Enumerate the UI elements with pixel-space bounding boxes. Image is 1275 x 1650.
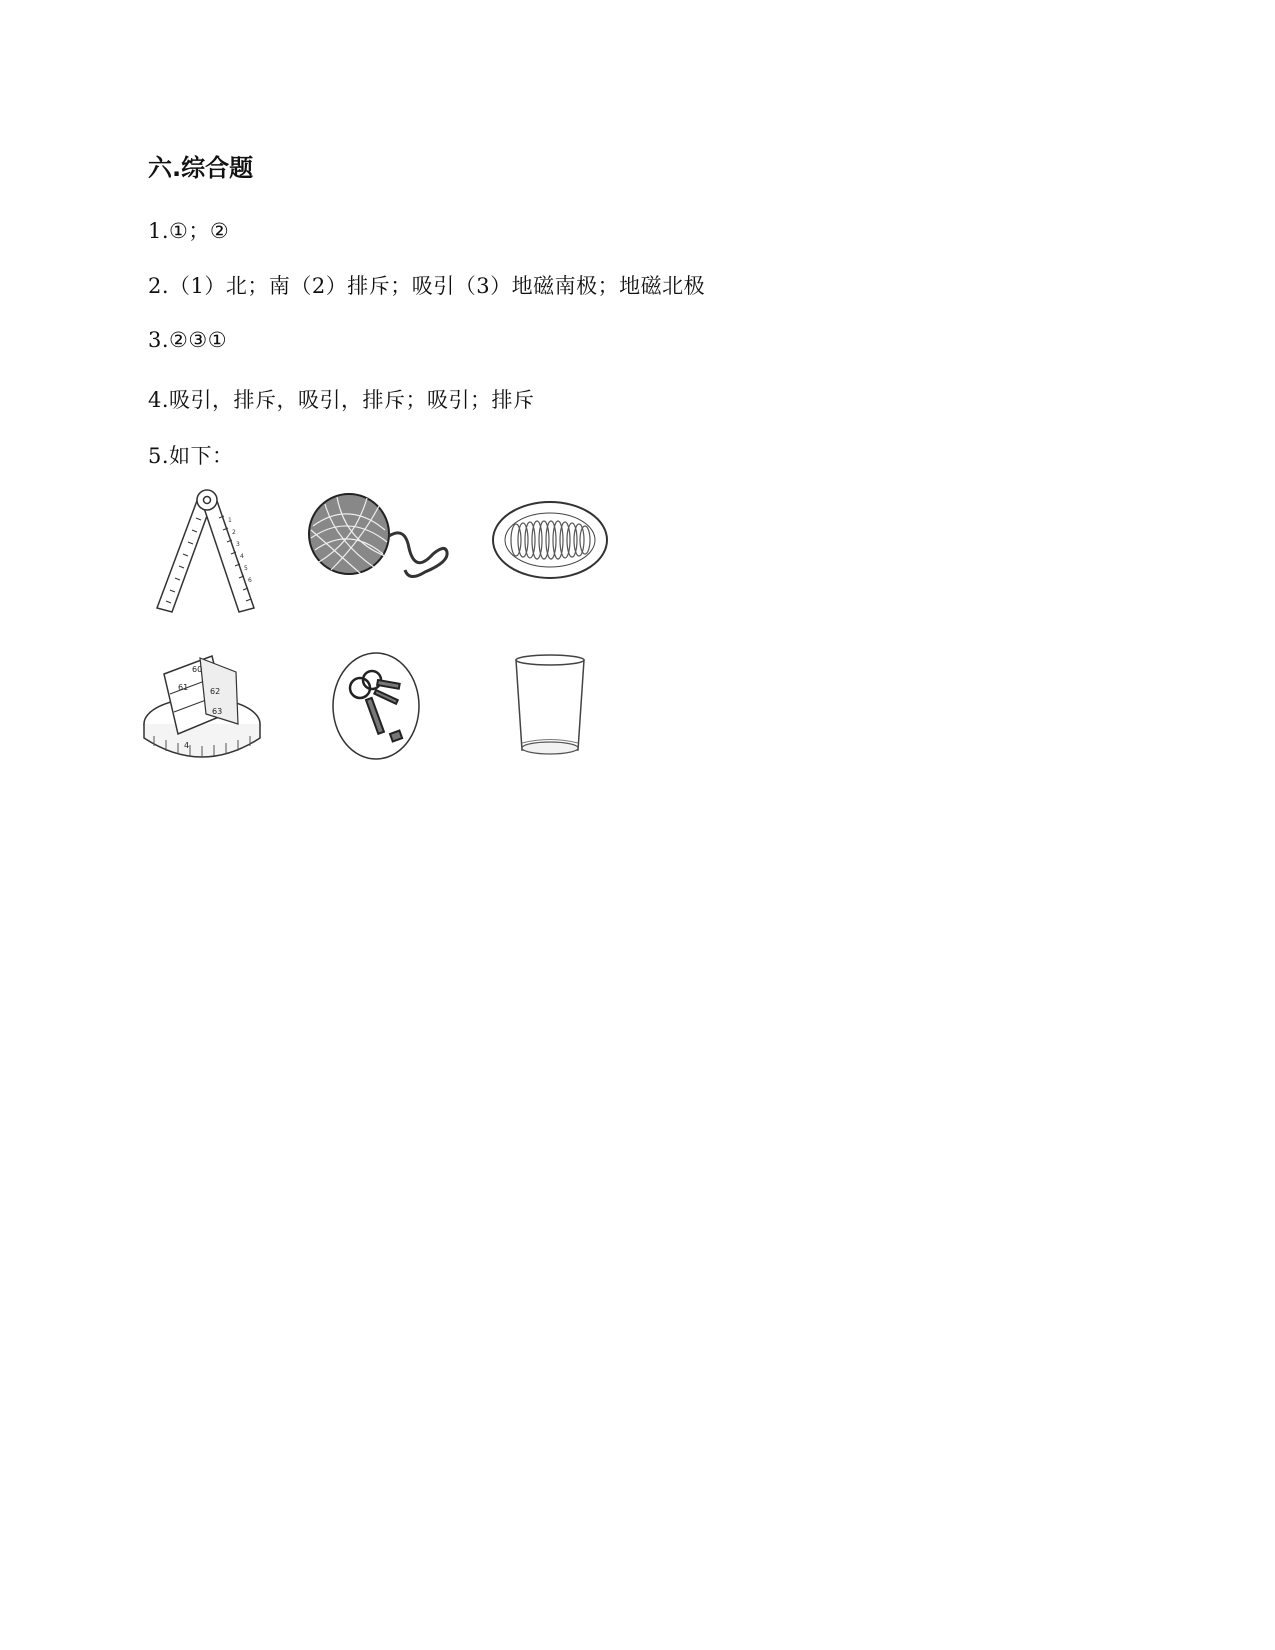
answer-1: 1.①；② [148,219,230,243]
svg-text:2: 2 [232,529,236,536]
answer-3: 3.②③① [148,328,228,352]
svg-text:4: 4 [240,553,244,560]
keys-icon [330,650,422,762]
tape-measure-icon [140,650,270,762]
svg-text:5: 5 [244,565,248,572]
folding-ruler-icon [150,488,260,618]
answer-4: 4.吸引，排斥，吸引，排斥；吸引；排斥 [148,388,535,412]
svg-text:1: 1 [228,517,232,524]
spring-icon [490,498,610,582]
answer-2: 2.（1）北；南（2）排斥；吸引（3）地磁南极；地磁北极 [148,274,706,298]
section-title: 六.综合题 [148,154,254,182]
svg-text:61: 61 [178,683,189,692]
svg-text:60: 60 [192,665,203,674]
svg-text:63: 63 [212,707,223,716]
svg-text:3: 3 [236,541,240,548]
svg-text:62: 62 [210,687,221,696]
glass-cup-icon [510,650,590,762]
svg-text:6: 6 [248,577,252,584]
yarn-ball-icon [305,490,455,590]
svg-text:4: 4 [184,741,190,750]
answer-5: 5.如下： [148,444,234,468]
